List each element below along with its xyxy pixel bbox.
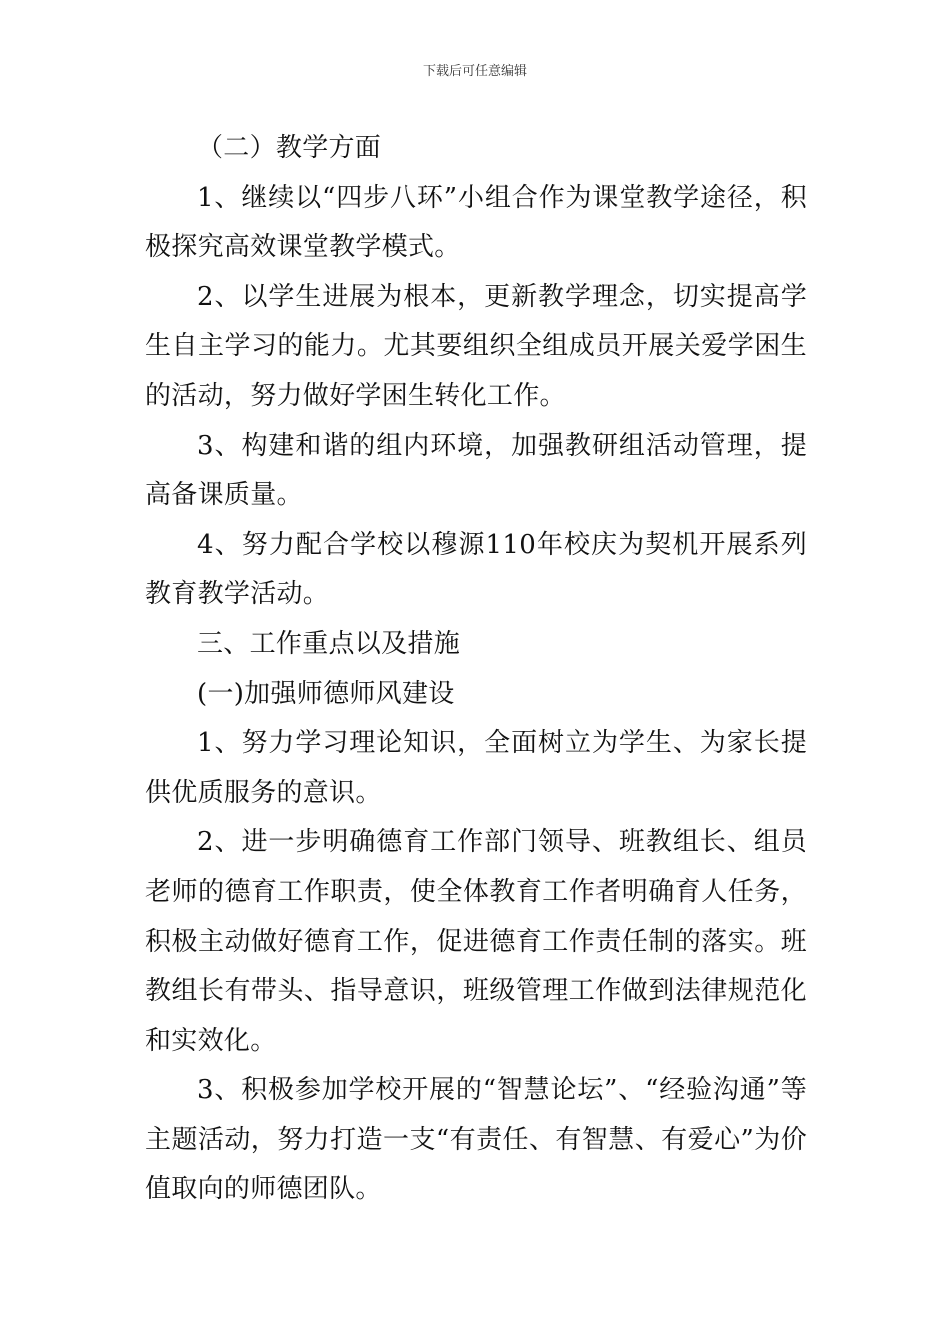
paragraph-teaching-2: 2、以学生进展为根本，更新教学理念，切实提高学生自主学习的能力。尤其要组织全组成员开展关爱学困生的活动，努力做好学困生转化工作。 — [145, 281, 807, 411]
document-body — [145, 124, 807, 1215]
paragraph-ethics-1: 1、努力学习理论知识，全面树立为学生、为家长提供优质服务的意识。 — [145, 728, 807, 808]
paragraph-ethics-3: 3、积极参加学校开展的“智慧论坛”、“经验沟通”等主题活动，努力打造一支“有责任、有智慧、有爱心”为价值取向的师德团队。 — [145, 1075, 807, 1205]
section-heading-teaching: （二）教学方面 — [197, 133, 382, 163]
page-header: 下载后可任意编辑 — [422, 64, 527, 79]
paragraph-ethics-2: 2、进一步明确德育工作部门领导、班教组长、组员老师的德育工作职责，使全体教育工作者明确育人任务，积极主动做好德育工作，促进德育工作责任制的落实。班教组长有带头、指导意识，班级管理工作做到法律规范化和实效化。 — [145, 827, 807, 1056]
section-heading-key-work: 三、工作重点以及措施 — [197, 628, 461, 659]
paragraph-teaching-3: 3、构建和谐的组内环境，加强教研组活动管理，提高备课质量。 — [145, 430, 807, 511]
paragraph-teaching-1: 1、继续以“四步八环”小组合作为课堂教学途径，积极探究高效课堂教学模式。 — [145, 182, 807, 263]
subsection-heading-ethics: (一)加强师德师风建设 — [197, 678, 455, 709]
paragraph-teaching-4: 4、努力配合学校以穆源110年校庆为契机开展系列教育教学活动。 — [145, 529, 807, 610]
